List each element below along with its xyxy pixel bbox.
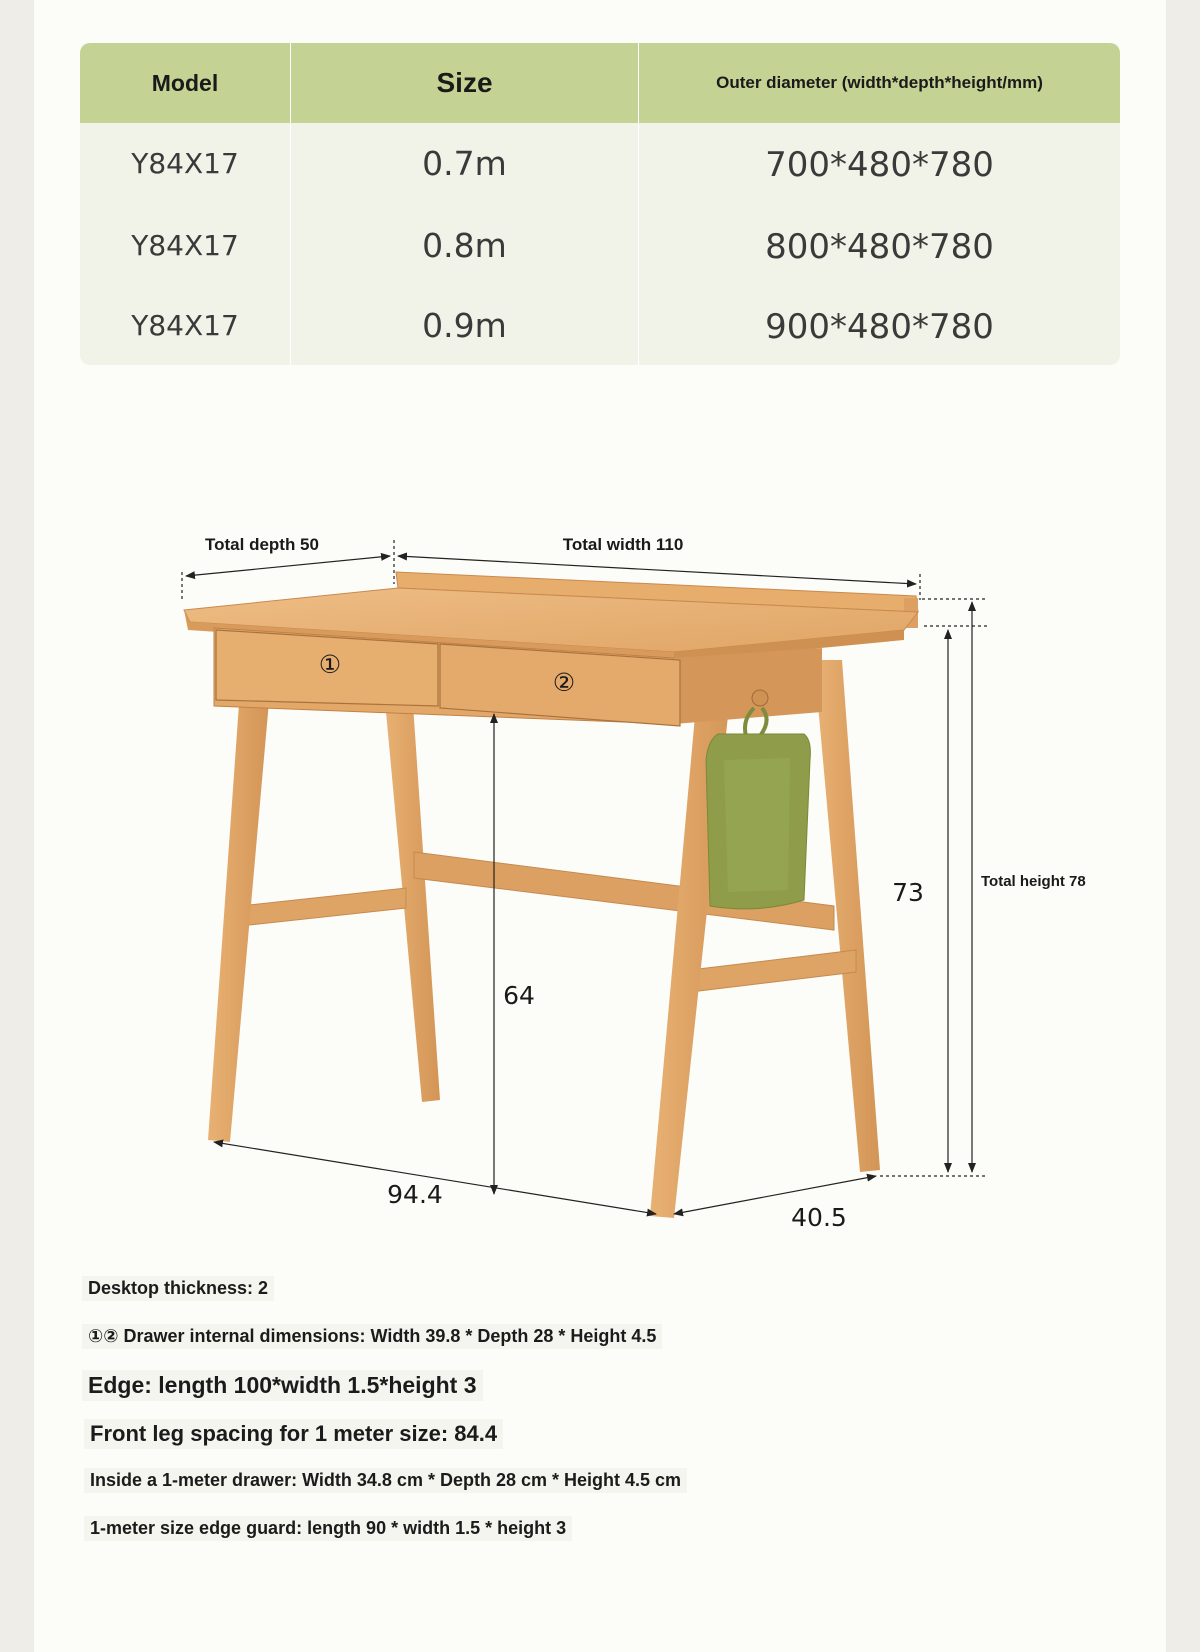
note-desktop-thickness: Desktop thickness: 2 xyxy=(82,1276,274,1301)
row-1-size: 0.7m xyxy=(422,143,507,183)
drawer-1-label: ① xyxy=(318,650,342,679)
row-2-model: Y84X17 xyxy=(131,228,239,262)
note-edge: Edge: length 100*width 1.5*height 3 xyxy=(82,1370,483,1401)
height-73-label: 73 xyxy=(892,878,924,907)
front-span-label: 94.4 xyxy=(387,1180,443,1209)
product-page xyxy=(34,0,1166,1652)
total-height-label: Total height 78 xyxy=(981,873,1086,890)
row-3-outer: 900*480*780 xyxy=(765,307,994,347)
note-1m-drawer: Inside a 1-meter drawer: Width 34.8 cm * Depth 28 cm * Height 4.5 cm xyxy=(84,1468,687,1493)
header-model: Model xyxy=(151,69,219,96)
row-2-size: 0.8m xyxy=(422,225,507,265)
row-3-model: Y84X17 xyxy=(131,308,239,342)
height-64-label: 64 xyxy=(503,981,535,1010)
row-3-size: 0.9m xyxy=(422,305,507,345)
row-1-outer: 700*480*780 xyxy=(765,145,994,185)
header-outer-diameter: Outer diameter (width*depth*height/mm) xyxy=(716,73,1043,92)
desk-dimension-diagram xyxy=(34,0,1166,1652)
desk-illustration xyxy=(184,572,918,1218)
total-width-label: Total width 110 xyxy=(562,535,684,554)
side-span-label: 40.5 xyxy=(791,1203,847,1232)
note-front-leg-spacing: Front leg spacing for 1 meter size: 84.4 xyxy=(84,1419,503,1449)
total-depth-label: Total depth 50 xyxy=(205,535,319,554)
note-1m-edge-guard: 1-meter size edge guard: length 90 * width 1.5 * height 3 xyxy=(84,1516,572,1541)
row-2-outer: 800*480*780 xyxy=(765,227,994,267)
row-1-model: Y84X17 xyxy=(131,146,239,180)
drawer-2-label: ② xyxy=(552,668,576,697)
note-drawer-internal: ①② Drawer internal dimensions: Width 39.8 * Depth 28 * Height 4.5 xyxy=(82,1324,662,1349)
header-size: Size xyxy=(436,67,493,98)
